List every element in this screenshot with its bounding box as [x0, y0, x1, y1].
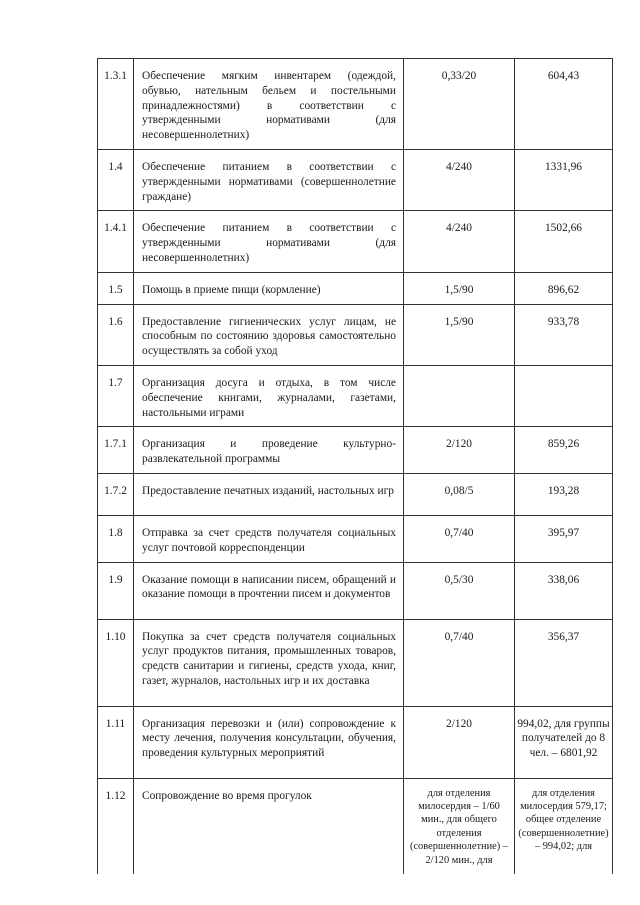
table-row	[98, 365, 613, 426]
service-norm: для отделения милосердия – 1/60 мин., для общего отделения (совершеннолетние) – 2/120 мин., для	[404, 778, 515, 874]
service-description: Обеспечение питанием в соответствии с утвержденными нормативами (совершеннолетние граждане)	[134, 149, 404, 210]
services-table	[97, 58, 613, 874]
table-row	[98, 427, 613, 474]
service-price: 994,02, для группы получателей до 8 чел. – 6801,92	[515, 706, 613, 778]
row-number: 1.12	[98, 778, 134, 874]
table-row	[98, 706, 613, 778]
service-norm: 0,33/20	[404, 59, 515, 150]
service-price: 896,62	[515, 272, 613, 304]
service-norm: 1,5/90	[404, 304, 515, 365]
service-description: Оказание помощи в написании писем, обращений и оказание помощи в прочтении писем и документов	[134, 562, 404, 619]
service-description: Организация и проведение культурно-развлекательной программы	[134, 427, 404, 474]
service-norm	[404, 365, 515, 426]
service-description: Предоставление гигиенических услуг лицам, не способным по состоянию здоровья самостоятельно осуществлять за собой уход	[134, 304, 404, 365]
service-price: 1331,96	[515, 149, 613, 210]
service-norm: 0,7/40	[404, 619, 515, 706]
table-row	[98, 304, 613, 365]
row-number: 1.11	[98, 706, 134, 778]
service-norm: 1,5/90	[404, 272, 515, 304]
service-description: Организация досуга и отдыха, в том числе обеспечение книгами, журналами, газетами, настольными играми	[134, 365, 404, 426]
service-norm: 0,08/5	[404, 473, 515, 515]
row-number: 1.3.1	[98, 59, 134, 150]
table-row	[98, 272, 613, 304]
row-number: 1.4	[98, 149, 134, 210]
row-number: 1.7.2	[98, 473, 134, 515]
service-price: 859,26	[515, 427, 613, 474]
service-price: 356,37	[515, 619, 613, 706]
service-description: Обеспечение питанием в соответствии с утвержденными нормативами (для несовершеннолетних)	[134, 211, 404, 272]
table-row	[98, 211, 613, 272]
service-norm: 0,7/40	[404, 515, 515, 562]
service-description: Предоставление печатных изданий, настольных игр	[134, 473, 404, 515]
table-row	[98, 473, 613, 515]
row-number: 1.9	[98, 562, 134, 619]
row-number: 1.10	[98, 619, 134, 706]
service-description: Сопровождение во время прогулок	[134, 778, 404, 874]
service-description: Помощь в приеме пищи (кормление)	[134, 272, 404, 304]
table-row	[98, 619, 613, 706]
service-norm: 4/240	[404, 211, 515, 272]
table-row	[98, 562, 613, 619]
service-price: 193,28	[515, 473, 613, 515]
service-description: Организация перевозки и (или) сопровождение к месту лечения, получения консультации, обучения, проведения культурных мероприятий	[134, 706, 404, 778]
service-price: 338,06	[515, 562, 613, 619]
row-number: 1.7	[98, 365, 134, 426]
service-description: Обеспечение мягким инвентарем (одеждой, обувью, нательным бельем и постельными принадлежностями) в соответствии с утвержденными нормативами (для несовершеннолетних)	[134, 59, 404, 150]
service-price: для отделения милосердия 579,17; общее отделение (совершеннолетние) – 994,02; для	[515, 778, 613, 874]
service-norm: 2/120	[404, 427, 515, 474]
service-norm: 0,5/30	[404, 562, 515, 619]
service-norm: 4/240	[404, 149, 515, 210]
table-row	[98, 149, 613, 210]
table-row	[98, 778, 613, 874]
table-row	[98, 59, 613, 150]
service-price: 604,43	[515, 59, 613, 150]
service-description: Покупка за счет средств получателя социальных услуг продуктов питания, промышленных товаров, средств санитарии и гигиены, средств ухода, книг, газет, журналов, настольных игр и их доставка	[134, 619, 404, 706]
row-number: 1.7.1	[98, 427, 134, 474]
service-price: 933,78	[515, 304, 613, 365]
service-description: Отправка за счет средств получателя социальных услуг почтовой корреспонденции	[134, 515, 404, 562]
service-price	[515, 365, 613, 426]
table-row	[98, 515, 613, 562]
row-number: 1.4.1	[98, 211, 134, 272]
row-number: 1.6	[98, 304, 134, 365]
row-number: 1.8	[98, 515, 134, 562]
row-number: 1.5	[98, 272, 134, 304]
service-price: 1502,66	[515, 211, 613, 272]
service-norm: 2/120	[404, 706, 515, 778]
service-price: 395,97	[515, 515, 613, 562]
